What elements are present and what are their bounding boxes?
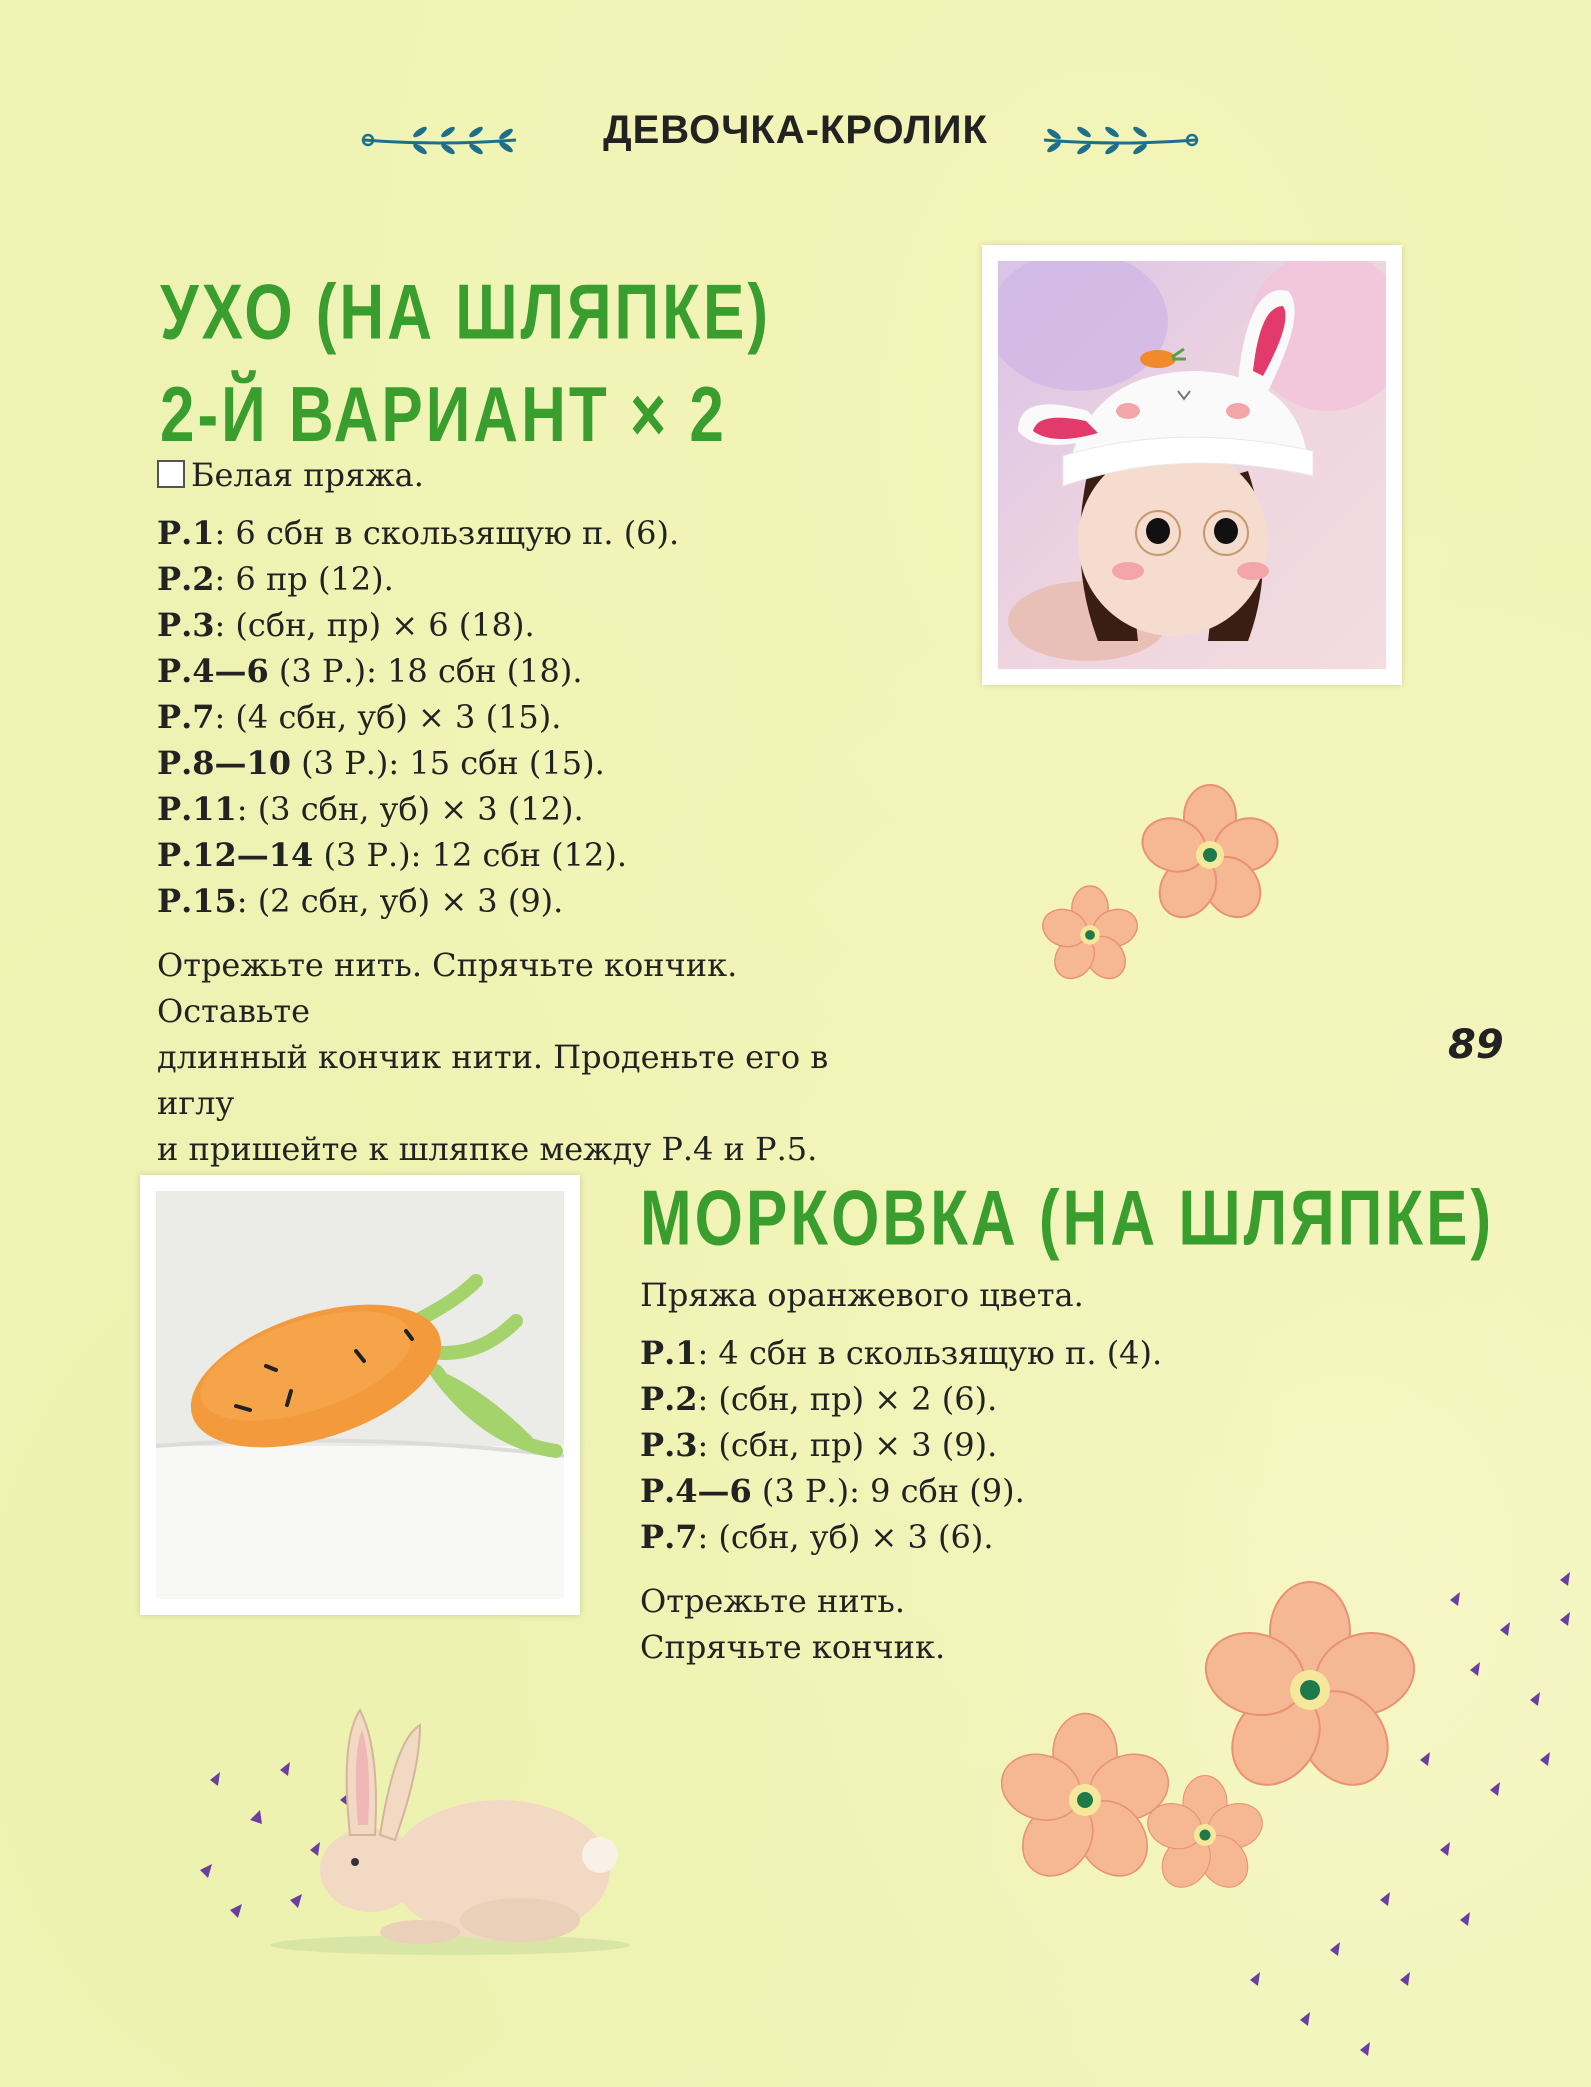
ear-note: Отрежьте нить. Спрячьте кончик. Оставьте длинный кончик нити. Проденьте его в иглу и пришейте к шляпке между Р.4 и Р.5. (157, 946, 829, 1168)
ear-row: Р.3: (сбн, пр) × 6 (18). (157, 606, 535, 644)
carrot-section-title: МОРКОВКА (НА ШЛЯПКЕ) (640, 1175, 1495, 1262)
ear-yarn: Белая пряжа. (191, 456, 424, 494)
ear-title-line1: УХО (НА ШЛЯПКЕ) (160, 269, 771, 356)
bunny-doll-photo (982, 245, 1402, 685)
flower-decoration-icon (1020, 770, 1310, 990)
ear-row: Р.12—14 (3 Р.): 12 сбн (12). (157, 836, 628, 874)
ear-yarn-line (157, 452, 877, 498)
carrot-yarn: Пряжа оранжевого цвета. (640, 1276, 1084, 1314)
carrot-row: Р.2: (сбн, пр) × 2 (6). (640, 1380, 998, 1418)
flowers-bottom-right-icon (1000, 1560, 1591, 2087)
ear-row: Р.4—6 (3 Р.): 18 сбн (18). (157, 652, 583, 690)
page-header (0, 108, 1591, 153)
ear-row: Р.1: 6 сбн в скользящую п. (6). (157, 514, 680, 552)
carrot-row: Р.3: (сбн, пр) × 3 (9). (640, 1426, 998, 1464)
ear-section-title (160, 262, 771, 467)
page-number: 89 (1448, 1022, 1504, 1068)
rabbit-illustration-icon (190, 1650, 710, 1970)
white-yarn-swatch-icon (157, 460, 185, 488)
ear-title-line2: 2-Й ВАРИАНТ × 2 (160, 372, 727, 459)
right-vine-ornament-icon (1040, 122, 1200, 158)
ear-row: Р.8—10 (3 Р.): 15 сбн (15). (157, 744, 605, 782)
ear-instructions (157, 452, 877, 1172)
ear-row: Р.15: (2 сбн, уб) × 3 (9). (157, 882, 564, 920)
header-title: ДЕВОЧКА-КРОЛИК (603, 108, 988, 152)
ear-row: Р.7: (4 сбн, уб) × 3 (15). (157, 698, 562, 736)
ear-row: Р.2: 6 пр (12). (157, 560, 394, 598)
carrot-photo (140, 1175, 580, 1615)
crochet-carrot-image (156, 1191, 564, 1599)
carrot-row: Р.1: 4 сбн в скользящую п. (4). (640, 1334, 1163, 1372)
bunny-doll-image (998, 261, 1386, 669)
ear-row: Р.11: (3 сбн, уб) × 3 (12). (157, 790, 584, 828)
carrot-row: Р.7: (сбн, уб) × 3 (6). (640, 1518, 994, 1556)
carrot-note: Отрежьте нить. Спрячьте кончик. (640, 1582, 946, 1666)
carrot-row: Р.4—6 (3 Р.): 9 сбн (9). (640, 1472, 1025, 1510)
